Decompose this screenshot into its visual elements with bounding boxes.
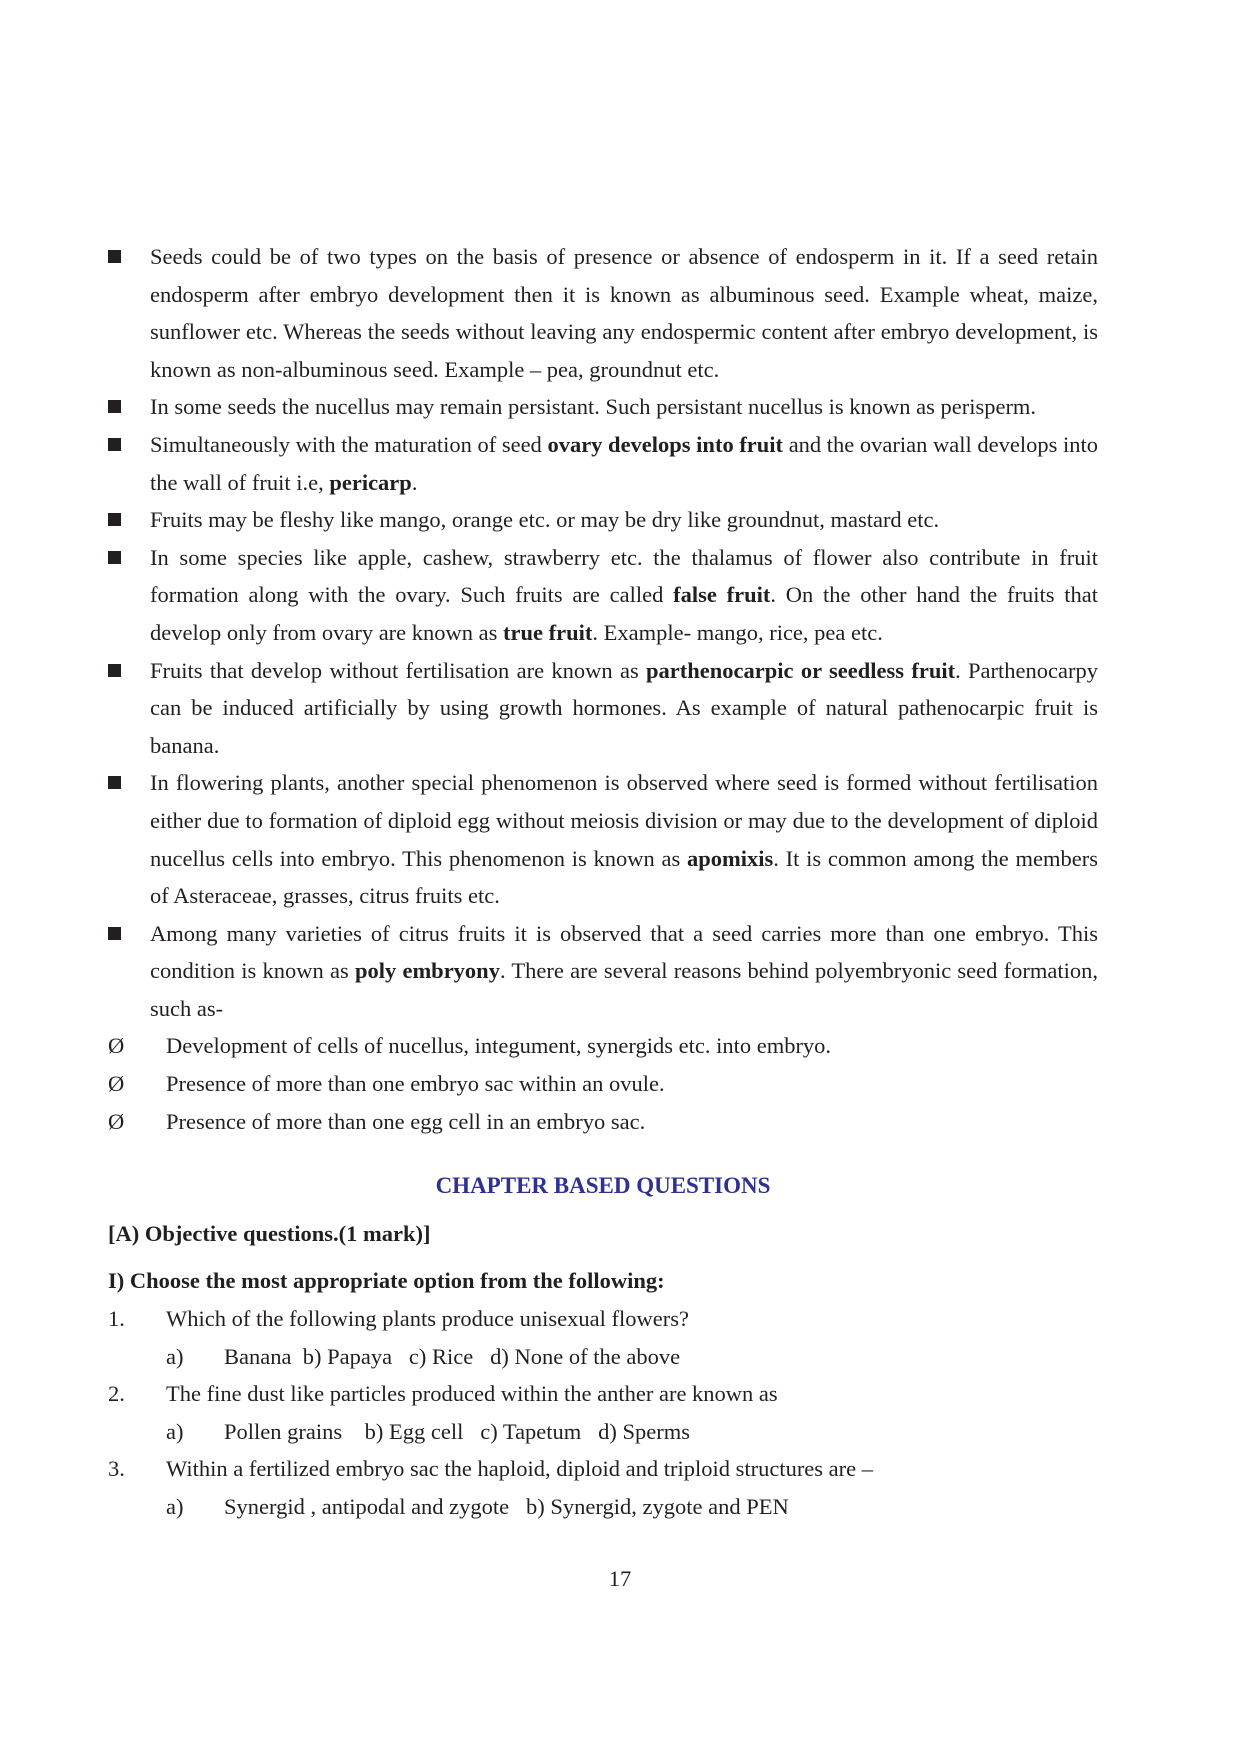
bullet-item	[108, 915, 1098, 1028]
sub-point	[108, 1065, 1098, 1103]
bullet-text: In flowering plants, another special phenomenon is observed where seed is formed without fertilisation either due to formation of diploid egg without meiosis division or may due to the development of diploid nucellus cells into embryo. This phenomenon is known as	[150, 770, 1098, 871]
options-text: Pollen grains b) Egg cell c) Tapetum d) Sperms	[224, 1418, 691, 1444]
bullet-text: In some seeds the nucellus may remain persistant. Such persistant nucellus is known as perisperm.	[150, 394, 1037, 420]
square-bullet-icon	[108, 551, 121, 564]
question-item	[108, 1375, 1098, 1413]
bullet-text: Seeds could be of two types on the basis of presence or absence of endosperm in it. If a seed retain endosperm after embryo development then it is known as albuminous seed. Example wheat, maize, sunflower etc. Whereas the seeds without leaving any endospermic content after embryo development, is known as non-albuminous seed. Example – pea, groundnut etc.	[150, 244, 1098, 382]
bullet-text: . On the other hand the fruits that develop only from ovary are known as	[150, 582, 1098, 645]
square-bullet-icon	[108, 250, 121, 263]
sub-point	[108, 1027, 1098, 1065]
bullet-text: and the ovarian wall develops into the wall of fruit i.e,	[150, 431, 1098, 495]
bullet-text: . There are several reasons behind polyembryonic seed formation, such as-	[150, 958, 1098, 1021]
section-heading: [A) Objective questions.(1 mark)]	[108, 1220, 431, 1246]
question-options	[108, 1338, 1098, 1376]
question-number: 2.	[108, 1381, 125, 1407]
key-term: true fruit	[503, 619, 593, 645]
bullet-item	[108, 388, 1098, 426]
option-label: a)	[166, 1418, 184, 1444]
bullet-text: . Example- mango, rice, pea etc.	[592, 619, 883, 645]
question-text: Which of the following plants produce unisexual flowers?	[166, 1306, 689, 1332]
sub-bullet-marker: Ø	[108, 1033, 125, 1059]
question-text: The fine dust like particles produced within the anther are known as	[166, 1381, 778, 1407]
option-label: a)	[166, 1343, 184, 1369]
question-item	[108, 1300, 1098, 1338]
key-term: ovary develops into fruit	[547, 431, 784, 457]
page-content	[108, 238, 1098, 1526]
bullet-item	[108, 652, 1098, 765]
sub-point-text: Presence of more than one embryo sac within an ovule.	[166, 1071, 665, 1097]
bullet-item	[108, 539, 1098, 652]
instruction-heading: I) Choose the most appropriate option from the following:	[108, 1268, 665, 1294]
bullet-text: Simultaneously with the maturation of seed	[150, 431, 548, 457]
options-text: Banana b) Papaya c) Rice d) None of the above	[224, 1343, 681, 1369]
square-bullet-icon	[108, 438, 121, 451]
question-item	[108, 1450, 1098, 1488]
bullet-item	[108, 238, 1098, 388]
bullet-item	[108, 426, 1098, 501]
key-term: apomixis	[687, 845, 774, 871]
bullet-text: . It is common among the members of Asteraceae, grasses, citrus fruits etc.	[150, 845, 1098, 909]
bullet-text: . Parthenocarpy can be induced artificially by using growth hormones. As example of natural pathenocarpic fruit is banana.	[150, 657, 1098, 758]
bullet-text: Fruits that develop without fertilisation are known as	[150, 657, 647, 683]
bullet-text: Among many varieties of citrus fruits it is observed that a seed carries more than one embryo. This condition is known as	[150, 920, 1098, 984]
bullet-text: In some species like apple, cashew, strawberry etc. the thalamus of flower also contribute in fruit formation along with the ovary. Such fruits are called	[150, 544, 1098, 608]
key-term: poly embryony	[354, 958, 500, 984]
option-label: a)	[166, 1494, 184, 1519]
sub-bullet-marker: Ø	[108, 1071, 125, 1097]
key-term: pericarp	[329, 469, 412, 495]
square-bullet-icon	[108, 776, 121, 789]
key-term: parthenocarpic or seedless fruit	[646, 657, 956, 683]
page-number: 17	[608, 1566, 632, 1591]
square-bullet-icon	[108, 400, 121, 413]
bullet-text: .	[411, 469, 418, 495]
question-options	[108, 1413, 1098, 1451]
square-bullet-icon	[108, 664, 121, 677]
sub-bullet-marker: Ø	[108, 1108, 125, 1134]
bullet-item	[108, 764, 1098, 914]
sub-point-text: Development of cells of nucellus, integument, synergids etc. into embryo.	[166, 1033, 832, 1059]
question-number: 1.	[108, 1306, 125, 1332]
square-bullet-icon	[108, 927, 121, 940]
question-options	[108, 1488, 1098, 1526]
sub-point-text: Presence of more than one egg cell in an embryo sac.	[166, 1108, 646, 1134]
question-number: 3.	[108, 1456, 125, 1482]
options-text: Synergid , antipodal and zygote b) Synergid, zygote and PEN	[224, 1494, 789, 1519]
chapter-heading: CHAPTER BASED QUESTIONS	[435, 1173, 771, 1199]
bullet-item	[108, 501, 1098, 539]
square-bullet-icon	[108, 513, 121, 526]
sub-point	[108, 1103, 1098, 1141]
question-text: Within a fertilized embryo sac the haploid, diploid and triploid structures are –	[166, 1456, 874, 1482]
bullet-text: Fruits may be fleshy like mango, orange etc. or may be dry like groundnut, mastard etc.	[150, 507, 940, 533]
key-term: false fruit	[673, 582, 771, 608]
